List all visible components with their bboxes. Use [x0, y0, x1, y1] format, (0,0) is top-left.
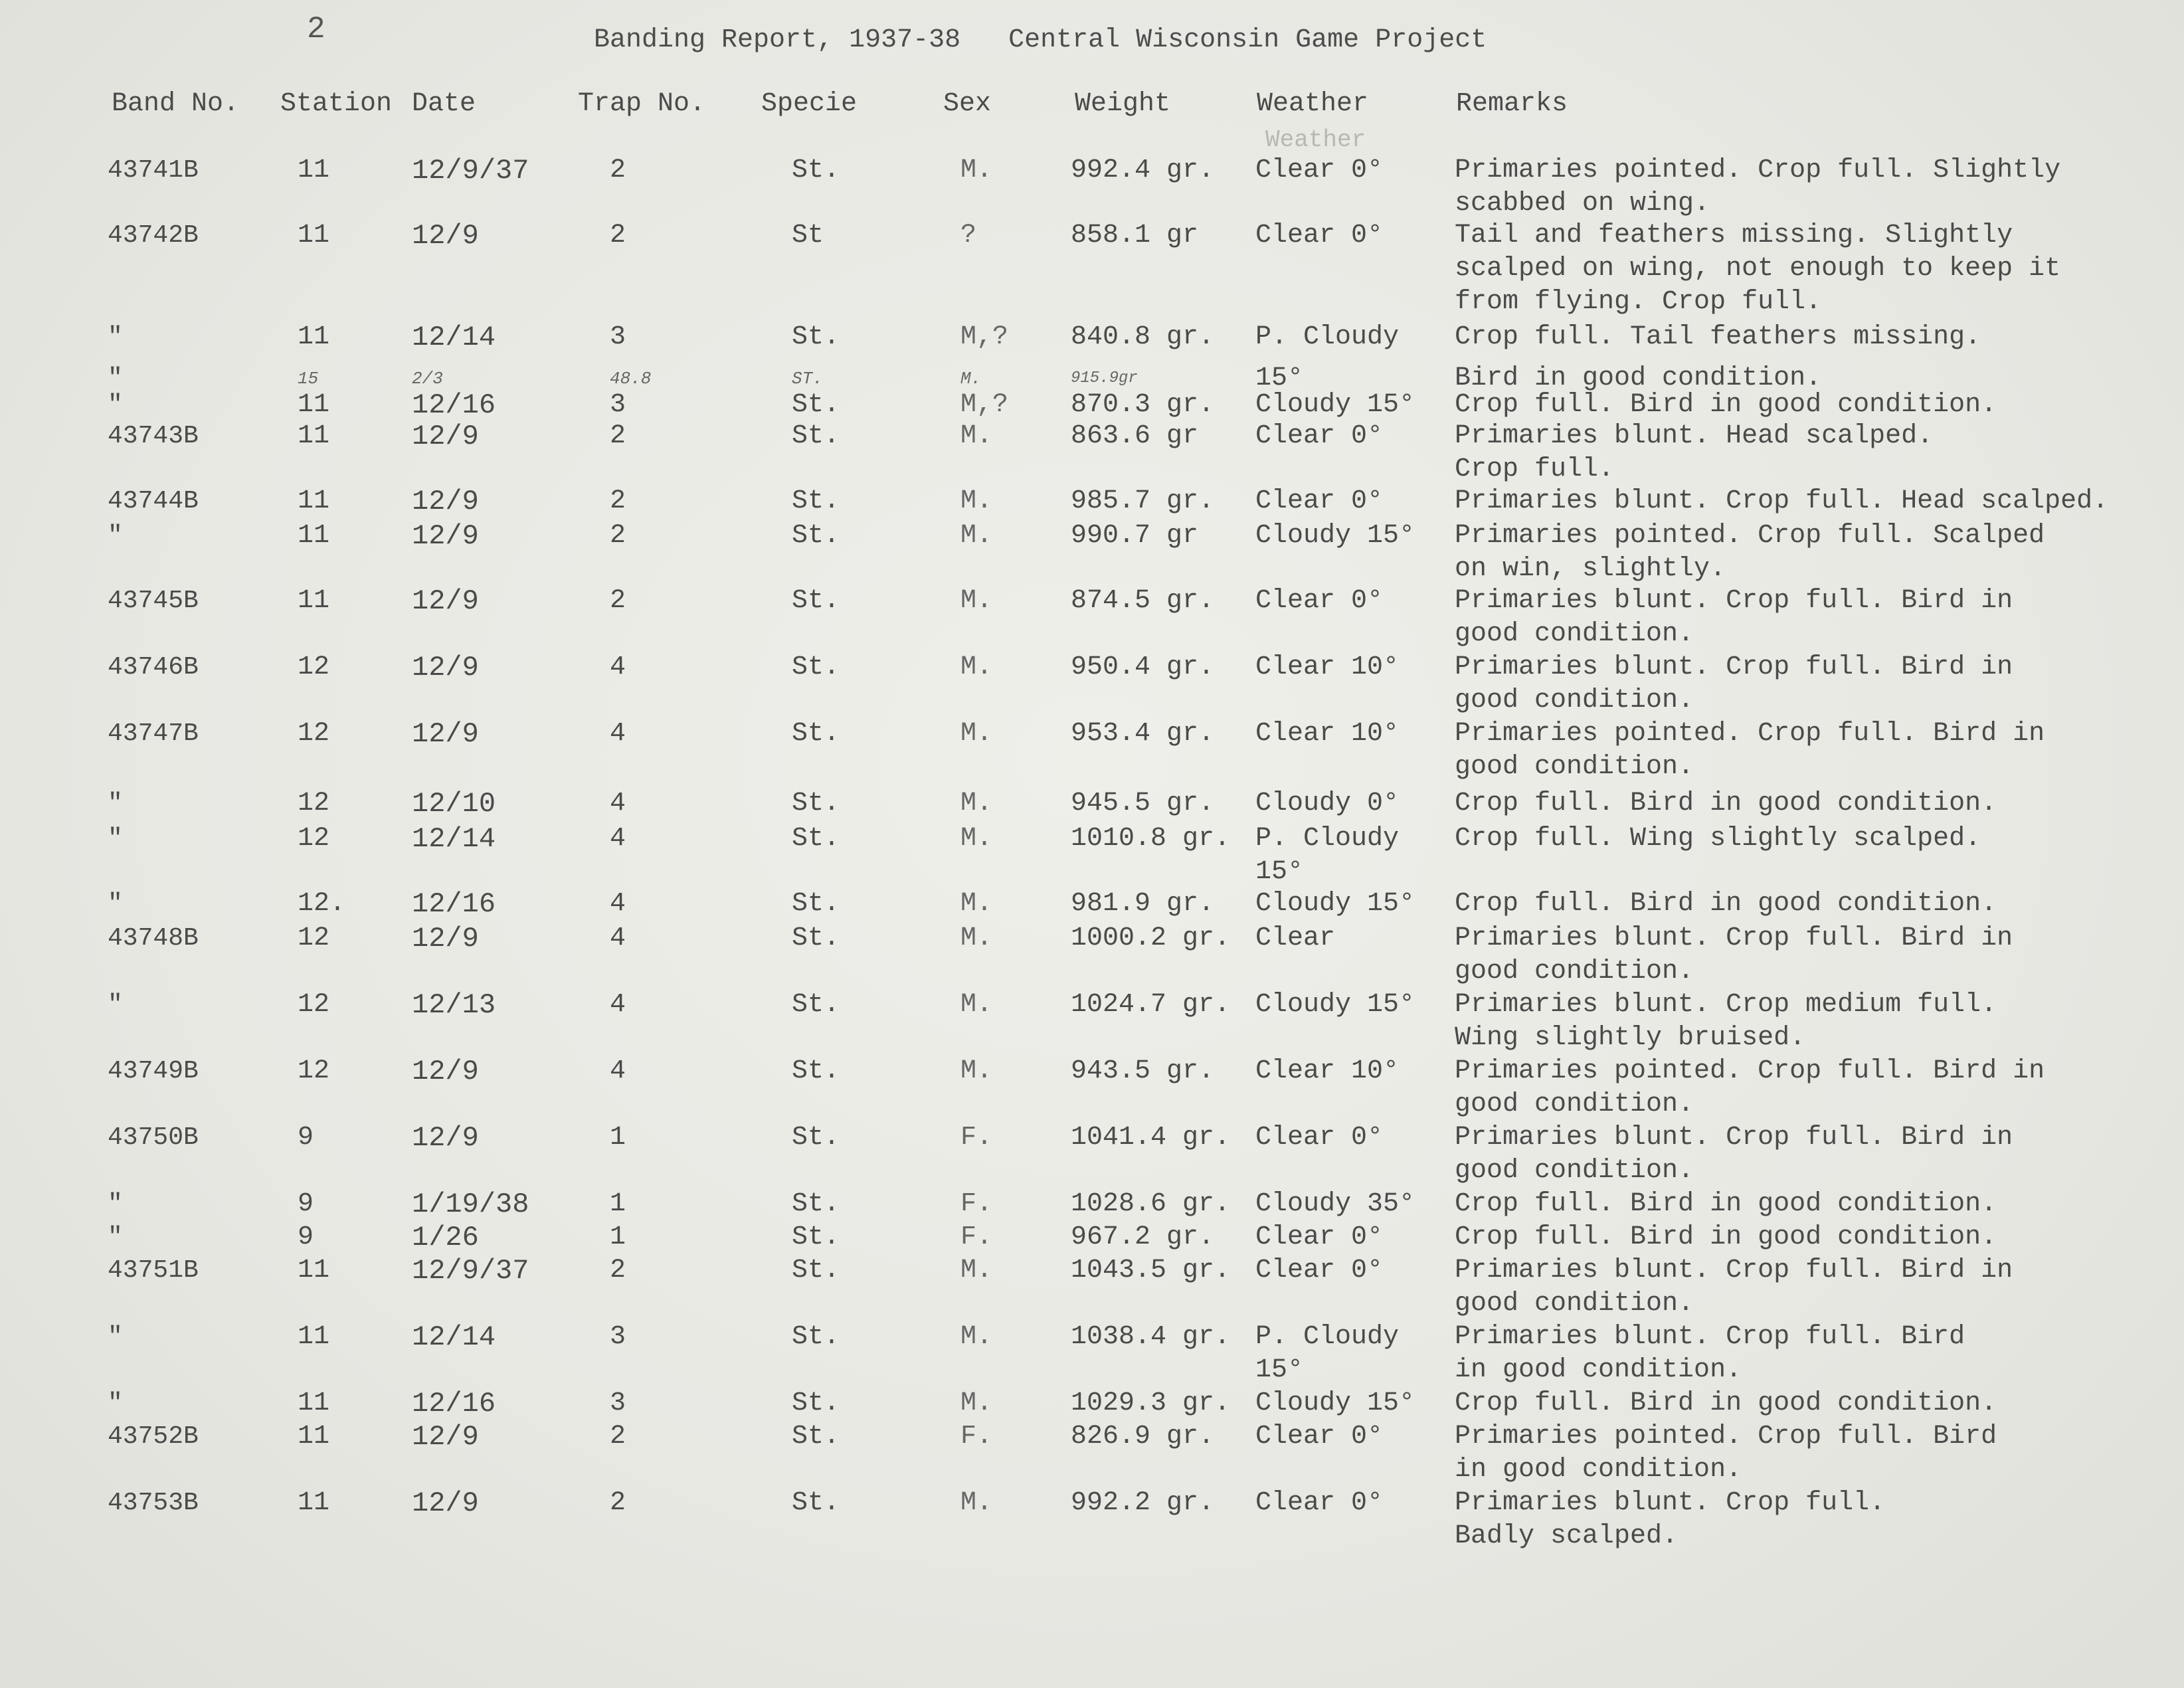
cell-sex: M. [960, 923, 993, 953]
cell-date: 12/9 [412, 486, 479, 517]
cell-date: 12/13 [412, 989, 496, 1021]
cell-specie: St. [792, 1056, 840, 1086]
cell-trap-no: 3 [610, 322, 626, 352]
cell-trap-no: 3 [610, 1388, 626, 1418]
cell-date: 12/14 [412, 322, 496, 353]
cell-specie: St. [792, 1422, 840, 1452]
cell-specie: St. [792, 789, 840, 818]
cell-band-no: " [108, 391, 123, 419]
cell-remarks: Primaries blunt. Head scalped. Crop full. [1455, 421, 1934, 484]
cell-band-no: 43745B [108, 587, 199, 615]
cell-band-no: 43741B [108, 156, 199, 185]
header-band-no: Band No. [112, 89, 240, 119]
cell-station: 9 [298, 1189, 314, 1219]
cell-specie: St. [792, 1256, 840, 1285]
cell-weight: 870.3 gr. [1071, 390, 1215, 420]
cell-specie: St. [792, 1322, 840, 1352]
cell-weather: P. Cloudy [1255, 322, 1400, 352]
cell-date: 12/9 [412, 520, 479, 552]
header-weight: Weight [1075, 89, 1171, 119]
cell-station: 12 [298, 652, 330, 682]
cell-band-no: " [108, 1389, 123, 1418]
cell-weight: 1010.8 gr. [1071, 824, 1231, 854]
cell-weight: 981.9 gr. [1071, 889, 1215, 919]
cell-band-no: 43742B [108, 221, 199, 250]
cell-trap-no: 2 [610, 421, 626, 451]
cell-band-no: 43749B [108, 1057, 199, 1085]
cell-band-no: " [108, 364, 123, 393]
cell-weather: Clear 0° [1255, 1222, 1384, 1252]
cell-weight: 967.2 gr. [1071, 1222, 1215, 1252]
cell-weight: 826.9 gr. [1071, 1422, 1215, 1452]
header-weather: Weather [1257, 89, 1369, 119]
cell-trap-no: 3 [610, 1322, 626, 1352]
cell-specie: St. [792, 652, 840, 682]
cell-weight: 858.1 gr [1071, 221, 1199, 250]
cell-date: 12/16 [412, 888, 496, 920]
cell-weather: Cloudy 15° [1255, 889, 1415, 919]
cell-remarks: Primaries pointed. Crop full. Bird in good condition. [1455, 1422, 1997, 1485]
cell-specie: St. [792, 923, 840, 953]
cell-trap-no: 2 [610, 1256, 626, 1285]
cell-weight: 874.5 gr. [1071, 586, 1215, 616]
cell-date: 12/9 [412, 1421, 479, 1453]
cell-station: 9 [298, 1222, 314, 1252]
cell-specie: St. [792, 719, 840, 749]
cell-date: 12/9 [412, 1056, 479, 1087]
cell-date: 12/14 [412, 1321, 496, 1353]
cell-weather: Clear 0° [1255, 486, 1384, 516]
cell-weather: Clear 0° [1255, 1488, 1384, 1518]
cell-remarks: Crop full. Bird in good condition. [1455, 1222, 1997, 1252]
cell-date: 12/16 [412, 1388, 496, 1420]
cell-weather: Clear 0° [1255, 1123, 1384, 1153]
cell-sex: M. [960, 889, 993, 919]
cell-weather: Clear 10° [1255, 652, 1400, 682]
cell-specie: St. [792, 155, 840, 185]
cell-specie: St. [792, 1488, 840, 1518]
cell-weight: 840.8 gr. [1071, 322, 1215, 352]
cell-sex: M. [960, 421, 993, 451]
cell-weather: Clear 10° [1255, 1056, 1400, 1086]
cell-station: 15 [298, 369, 319, 389]
cell-station: 12 [298, 719, 330, 749]
cell-specie: St. [792, 322, 840, 352]
cell-weight: 943.5 gr. [1071, 1056, 1215, 1086]
cell-station: 11 [298, 1256, 330, 1285]
cell-station: 9 [298, 1123, 314, 1153]
cell-sex: M. [960, 652, 993, 682]
cell-weather: P. Cloudy 15° [1255, 1322, 1400, 1385]
cell-station: 11 [298, 421, 330, 451]
cell-remarks: Crop full. Bird in good condition. [1455, 390, 1997, 420]
cell-sex: M. [960, 824, 993, 854]
cell-date: 2/3 [412, 369, 443, 389]
page-number: 2 [307, 12, 325, 47]
cell-weather: Clear 0° [1255, 421, 1384, 451]
cell-band-no: 43753B [108, 1489, 199, 1517]
cell-remarks: Primaries blunt. Crop full. Head scalped. [1455, 486, 2109, 516]
cell-remarks: Crop full. Tail feathers missing. [1455, 322, 1981, 352]
cell-station: 12 [298, 923, 330, 953]
cell-trap-no: 2 [610, 1422, 626, 1452]
cell-date: 12/9 [412, 585, 479, 617]
header-specie: Specie [761, 89, 858, 119]
header-station: Station [280, 89, 393, 119]
cell-trap-no: 1 [610, 1222, 626, 1252]
cell-weather: Cloudy 15° [1255, 990, 1415, 1020]
cell-remarks: Primaries pointed. Crop full. Bird in good condition. [1455, 719, 2045, 782]
cell-band-no: 43744B [108, 487, 199, 516]
cell-weather: 15° [1255, 363, 1304, 393]
cell-sex: M. [960, 155, 993, 185]
cell-remarks: Primaries blunt. Crop full. Bird in good condition. [1455, 1256, 2013, 1319]
cell-band-no: 43746B [108, 653, 199, 682]
cell-weight: 1029.3 gr. [1071, 1388, 1231, 1418]
cell-weather: Clear 0° [1255, 586, 1384, 616]
cell-remarks: Primaries blunt. Crop medium full. Wing slightly bruised. [1455, 990, 1997, 1053]
cell-remarks: Primaries blunt. Crop full. Bird in good condition. [1455, 1322, 1965, 1385]
cell-band-no: " [108, 521, 123, 550]
cell-specie: St [792, 221, 824, 250]
cell-specie: St. [792, 486, 840, 516]
cell-trap-no: 4 [610, 1056, 626, 1086]
cell-weather: Clear [1255, 923, 1336, 953]
cell-remarks: Crop full. Bird in good condition. [1455, 889, 1997, 919]
cell-trap-no: 48.8 [610, 369, 652, 389]
cell-station: 11 [298, 390, 330, 420]
cell-trap-no: 4 [610, 889, 626, 919]
cell-sex: M. [960, 369, 982, 389]
cell-station: 11 [298, 586, 330, 616]
cell-date: 12/9 [412, 421, 479, 452]
cell-band-no: " [108, 824, 123, 853]
cell-weather: Cloudy 15° [1255, 390, 1415, 420]
cell-date: 12/10 [412, 788, 496, 820]
cell-specie: St. [792, 990, 840, 1020]
cell-date: 12/9 [412, 718, 479, 750]
cell-date: 1/26 [412, 1222, 479, 1254]
cell-trap-no: 4 [610, 719, 626, 749]
cell-trap-no: 4 [610, 789, 626, 818]
cell-band-no: " [108, 890, 123, 918]
cell-weight: 985.7 gr. [1071, 486, 1215, 516]
cell-remarks: Primaries pointed. Crop full. Bird in good condition. [1455, 1056, 2045, 1119]
cell-band-no: 43748B [108, 924, 199, 953]
cell-specie: St. [792, 1189, 840, 1219]
cell-weather: Cloudy 15° [1255, 521, 1415, 551]
cell-sex: F. [960, 1222, 993, 1252]
cell-station: 12 [298, 789, 330, 818]
cell-date: 12/9 [412, 1122, 479, 1154]
cell-specie: St. [792, 1123, 840, 1153]
header-trap-no: Trap No. [578, 89, 706, 119]
cell-weight: 1041.4 gr. [1071, 1123, 1231, 1153]
cell-weather: Clear 0° [1255, 1422, 1384, 1452]
cell-sex: M. [960, 719, 993, 749]
cell-remarks: Primaries blunt. Crop full. Bird in good condition. [1455, 652, 2013, 715]
cell-remarks: Crop full. Bird in good condition. [1455, 1388, 1997, 1418]
cell-station: 12. [298, 889, 346, 919]
cell-sex: M. [960, 1322, 993, 1352]
page-title: Banding Report, 1937-38 Central Wisconsin Game Project [594, 25, 1487, 55]
cell-specie: St. [792, 421, 840, 451]
cell-station: 11 [298, 486, 330, 516]
cell-station: 11 [298, 1388, 330, 1418]
cell-trap-no: 2 [610, 486, 626, 516]
cell-band-no: " [108, 789, 123, 818]
cell-weight: 1043.5 gr. [1071, 1256, 1231, 1285]
cell-weather: Clear 0° [1255, 221, 1384, 250]
cell-weight: 1028.6 gr. [1071, 1189, 1231, 1219]
cell-remarks: Crop full. Bird in good condition. [1455, 789, 1997, 818]
cell-sex: ? [960, 221, 977, 250]
cell-sex: F. [960, 1123, 993, 1153]
cell-weight: 945.5 gr. [1071, 789, 1215, 818]
cell-remarks: Primaries blunt. Crop full. Bird in good condition. [1455, 1123, 2013, 1186]
cell-band-no: " [108, 1190, 123, 1218]
cell-station: 11 [298, 322, 330, 352]
cell-trap-no: 4 [610, 990, 626, 1020]
cell-weather: Cloudy 15° [1255, 1388, 1415, 1418]
cell-specie: St. [792, 521, 840, 551]
cell-specie: St. [792, 1388, 840, 1418]
cell-band-no: 43743B [108, 422, 199, 450]
cell-weight: 992.4 gr. [1071, 155, 1215, 185]
cell-band-no: 43752B [108, 1422, 199, 1451]
cell-weather: P. Cloudy 15° [1255, 824, 1400, 887]
cell-remarks: Primaries pointed. Crop full. Scalped on win, slightly. [1455, 521, 2045, 584]
cell-weight: 953.4 gr. [1071, 719, 1215, 749]
cell-sex: M. [960, 789, 993, 818]
cell-weather: Cloudy 35° [1255, 1189, 1415, 1219]
cell-specie: St. [792, 889, 840, 919]
cell-band-no: 43750B [108, 1123, 199, 1152]
cell-band-no: " [108, 1323, 123, 1351]
cell-station: 12 [298, 990, 330, 1020]
cell-trap-no: 1 [610, 1189, 626, 1219]
cell-station: 11 [298, 155, 330, 185]
cell-trap-no: 4 [610, 824, 626, 854]
cell-sex: M. [960, 1256, 993, 1285]
cell-date: 12/16 [412, 389, 496, 421]
cell-specie: St. [792, 1222, 840, 1252]
cell-date: 12/9/37 [412, 155, 529, 187]
cell-weather: Clear 0° [1255, 1256, 1384, 1285]
cell-weight: 1000.2 gr. [1071, 923, 1231, 953]
cell-sex: M. [960, 990, 993, 1020]
cell-band-no: 43751B [108, 1256, 199, 1285]
cell-trap-no: 2 [610, 155, 626, 185]
cell-weight: 950.4 gr. [1071, 652, 1215, 682]
cell-sex: M. [960, 486, 993, 516]
cell-remarks: Tail and feathers missing. Slightly scalped on wing, not enough to keep it from flying. Crop full. [1455, 221, 2061, 317]
cell-weather: Clear 0° [1255, 155, 1384, 185]
cell-date: 12/9 [412, 1487, 479, 1519]
cell-trap-no: 4 [610, 923, 626, 953]
cell-specie: St. [792, 586, 840, 616]
cell-trap-no: 2 [610, 586, 626, 616]
cell-station: 11 [298, 221, 330, 250]
cell-station: 12 [298, 824, 330, 854]
cell-station: 11 [298, 1488, 330, 1518]
cell-weight: 1038.4 gr. [1071, 1322, 1231, 1352]
cell-remarks: Crop full. Wing slightly scalped. [1455, 824, 1981, 854]
cell-trap-no: 1 [610, 1123, 626, 1153]
cell-trap-no: 4 [610, 652, 626, 682]
cell-band-no: " [108, 990, 123, 1019]
header-sex: Sex [943, 89, 992, 119]
cell-sex: M,? [960, 322, 1009, 352]
cell-trap-no: 3 [610, 390, 626, 420]
cell-sex: M. [960, 1488, 993, 1518]
cell-weight: 1024.7 gr. [1071, 990, 1231, 1020]
cell-trap-no: 2 [610, 521, 626, 551]
cell-date: 1/19/38 [412, 1188, 529, 1220]
cell-remarks: Crop full. Bird in good condition. [1455, 1189, 1997, 1219]
header-date: Date [412, 89, 476, 119]
cell-date: 12/14 [412, 823, 496, 855]
cell-weight: 863.6 gr [1071, 421, 1199, 451]
cell-date: 12/9/37 [412, 1255, 529, 1287]
cell-weight: 990.7 gr [1071, 521, 1199, 551]
cell-weight: 992.2 gr. [1071, 1488, 1215, 1518]
cell-date: 12/9 [412, 923, 479, 955]
cell-trap-no: 2 [610, 221, 626, 250]
cell-weather: Cloudy 0° [1255, 789, 1400, 818]
cell-remarks: Bird in good condition. [1455, 363, 1822, 393]
header-remarks: Remarks [1456, 89, 1568, 119]
cell-station: 11 [298, 521, 330, 551]
cell-sex: M. [960, 521, 993, 551]
cell-band-no: 43747B [108, 719, 199, 748]
cell-date: 12/9 [412, 652, 479, 684]
cell-sex: M. [960, 586, 993, 616]
cell-station: 12 [298, 1056, 330, 1086]
header-weather-ghost: Weather [1265, 126, 1366, 153]
cell-sex: M. [960, 1056, 993, 1086]
cell-weight: 915.9gr [1071, 369, 1138, 387]
cell-remarks: Primaries pointed. Crop full. Slightly scabbed on wing. [1455, 155, 2061, 219]
cell-date: 12/9 [412, 220, 479, 252]
cell-specie: St. [792, 390, 840, 420]
cell-band-no: " [108, 1223, 123, 1252]
cell-specie: ST. [792, 369, 823, 389]
cell-sex: F. [960, 1189, 993, 1219]
cell-sex: F. [960, 1422, 993, 1452]
cell-sex: M. [960, 1388, 993, 1418]
cell-remarks: Primaries blunt. Crop full. Bird in good condition. [1455, 586, 2013, 649]
cell-remarks: Primaries blunt. Crop full. Badly scalped. [1455, 1488, 1886, 1551]
cell-station: 11 [298, 1422, 330, 1452]
cell-trap-no: 2 [610, 1488, 626, 1518]
cell-station: 11 [298, 1322, 330, 1352]
cell-specie: St. [792, 824, 840, 854]
cell-band-no: " [108, 323, 123, 351]
cell-weather: Clear 10° [1255, 719, 1400, 749]
cell-remarks: Primaries blunt. Crop full. Bird in good condition. [1455, 923, 2013, 986]
cell-sex: M,? [960, 390, 1009, 420]
